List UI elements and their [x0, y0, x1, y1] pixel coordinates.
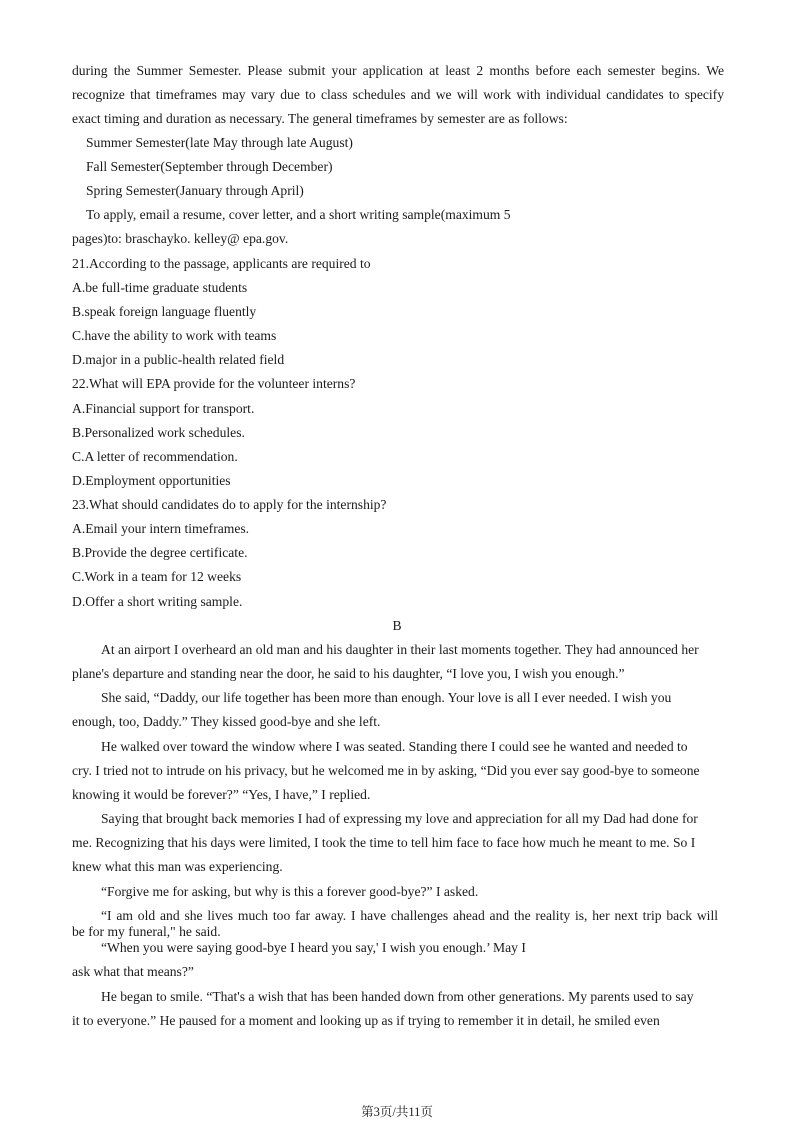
section-b-line-2: plane's departure and standing near the door, he said to his daughter, “I love you, I wish you enough.” [72, 666, 625, 681]
section-b-line-16: He began to smile. “That's a wish that has been handed down from other generations. My parents used to say [101, 989, 694, 1004]
question-21-stem: 21.According to the passage, applicants are required to [72, 256, 371, 271]
passage-a-line-3: exact timing and duration as necessary. The general timeframes by semester are as follows: [72, 111, 568, 126]
section-b-line-4: enough, too, Daddy.” They kissed good-bye and she left. [72, 714, 381, 729]
section-b-line-5: He walked over toward the window where I was seated. Standing there I could see he wanted and needed to [101, 739, 688, 754]
question-22-option-a: A.Financial support for transport. [72, 401, 255, 416]
question-21-option-b: B.speak foreign language fluently [72, 304, 257, 319]
page-number-footer: 第3页/共11页 [361, 1105, 433, 1119]
question-23-stem: 23.What should candidates do to apply for the internship? [72, 497, 387, 512]
question-22-option-b: B.Personalized work schedules. [72, 425, 245, 440]
question-22-stem: 22.What will EPA provide for the volunteer interns? [72, 376, 356, 391]
question-21-option-a: A.be full-time graduate students [72, 280, 248, 295]
section-b-line-8: Saying that brought back memories I had of expressing my love and appreciation for all my Dad had done for [101, 811, 698, 826]
section-b-heading: B [392, 618, 402, 633]
section-b-line-7: knowing it would be forever?” “Yes, I have,” I replied. [72, 787, 371, 802]
section-b-line-17: it to everyone.” He paused for a moment and looking up as if trying to remember it in detail, he smiled even [72, 1013, 660, 1028]
section-b-line-10: knew what this man was experiencing. [72, 859, 283, 874]
question-23-option-c: C.Work in a team for 12 weeks [72, 569, 242, 584]
section-b-line-11: “Forgive me for asking, but why is this a forever good-bye?” I asked. [101, 884, 479, 899]
question-23-option-a: A.Email your intern timeframes. [72, 521, 250, 536]
section-b-line-15: ask what that means?” [72, 964, 194, 979]
spring-semester-line: Spring Semester(January through April) [86, 183, 304, 198]
question-22-option-c: C.A letter of recommendation. [72, 449, 238, 464]
apply-instructions-line: To apply, email a resume, cover letter, and a short writing sample(maximum 5 [86, 207, 511, 222]
section-b-line-12: “I am old and she lives much too far away. I have challenges ahead and the reality is, her next trip back will [101, 908, 718, 923]
question-23-option-b: B.Provide the degree certificate. [72, 545, 248, 560]
summer-semester-line: Summer Semester(late May through late August) [86, 135, 353, 150]
section-b-line-13: be for my funeral," he said. [72, 924, 221, 939]
section-b-line-6: cry. I tried not to intrude on his privacy, but he welcomed me in by asking, “Did you ever say good-bye to someone [72, 763, 700, 778]
apply-email-line: pages)to: braschayko. kelley@ epa.gov. [72, 231, 289, 246]
question-21-option-c: C.have the ability to work with teams [72, 328, 277, 343]
question-21-option-d: D.major in a public-health related field [72, 352, 285, 367]
question-22-option-d: D.Employment opportunities [72, 473, 231, 488]
section-b-line-14: “When you were saying good-bye I heard you say,' I wish you enough.’ May I [101, 940, 526, 955]
passage-a-line-2: recognize that timeframes may vary due to class schedules and we will work with individual candidates to specify [72, 87, 724, 102]
section-b-line-3: She said, “Daddy, our life together has been more than enough. Your love is all I ever needed. I wish you [101, 690, 672, 705]
passage-a-line-1: during the Summer Semester. Please submit your application at least 2 months before each semester begins. We [72, 63, 724, 78]
question-23-option-d: D.Offer a short writing sample. [72, 594, 243, 609]
section-b-line-1: At an airport I overheard an old man and his daughter in their last moments together. They had announced her [101, 642, 699, 657]
section-b-line-9: me. Recognizing that his days were limited, I took the time to tell him face to face how much he meant to me. So I [72, 835, 696, 850]
fall-semester-line: Fall Semester(September through December) [86, 159, 333, 174]
